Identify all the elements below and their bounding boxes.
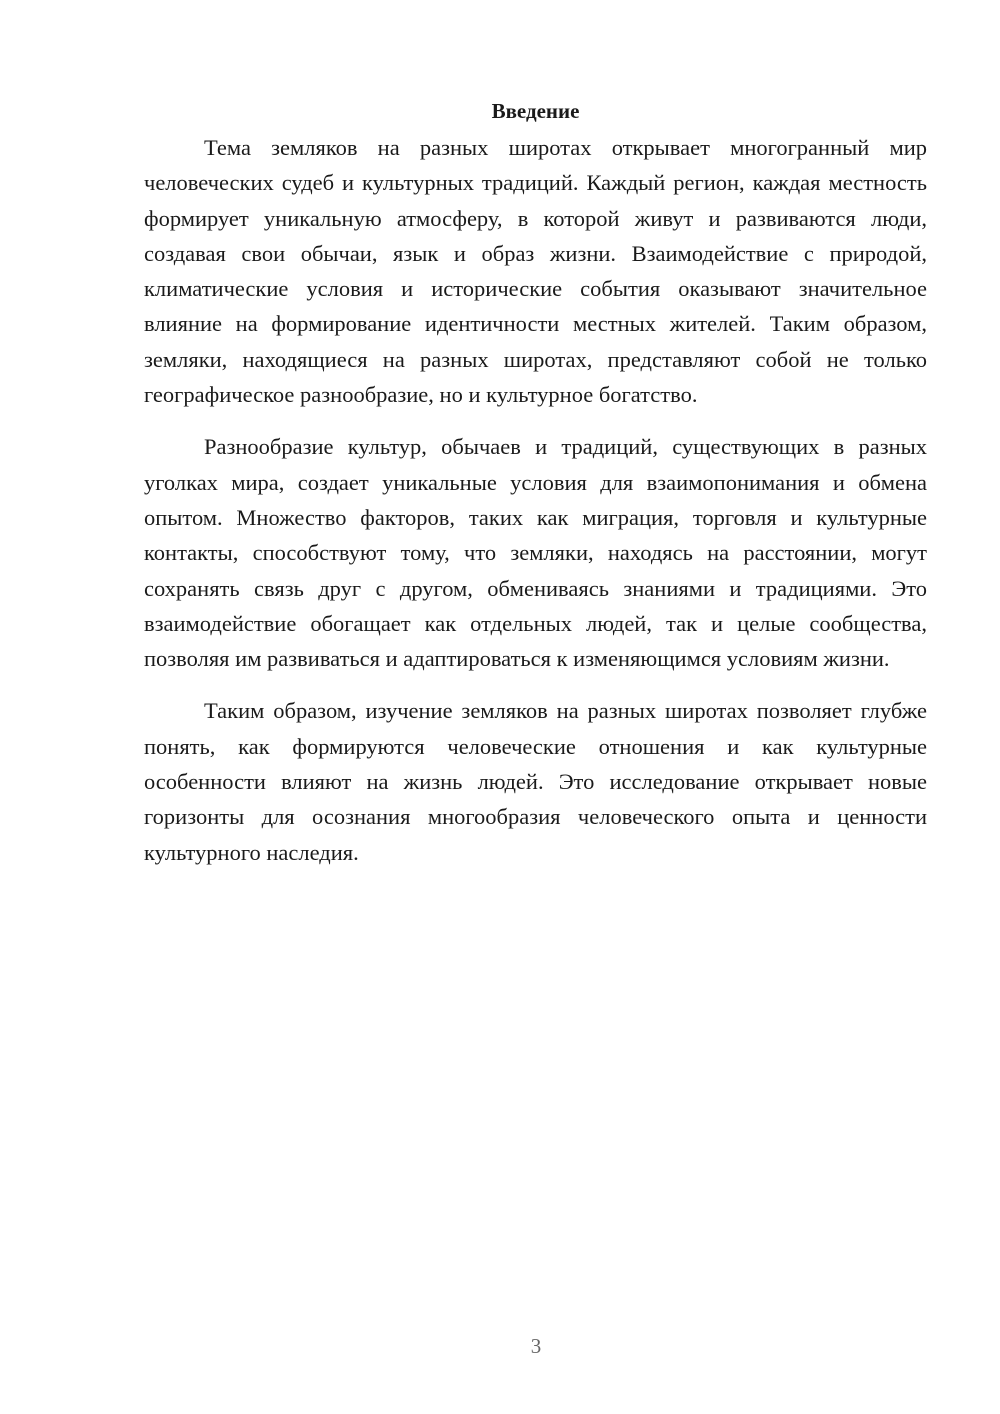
paragraph-3: Таким образом, изучение земляков на разных широтах позволяет глубже понять, как формируются человеческие отношения и как культурные особенности влияют на жизнь людей. Это исследование открывает новые горизонты для осознания многообразия человеческого опыта и ценности культурного наследия. bbox=[144, 698, 927, 865]
page-number: 3 bbox=[530, 1334, 542, 1358]
page-content bbox=[144, 96, 927, 870]
section-title: Введение bbox=[491, 99, 580, 123]
paragraph-1: Тема земляков на разных широтах открывает многогранный мир человеческих судеб и культурных традиций. Каждый регион, каждая местность формирует уникальную атмосферу, в которой живут и развиваются люди, создавая свои обычаи, язык и образ жизни. Взаимодействие с природой, климатические условия и исторические события оказывают значительное влияние на формирование идентичности местных жителей. Таким образом, земляки, находящиеся на разных широтах, представляют собой не только географическое разнообразие, но и культурное богатство. bbox=[144, 135, 927, 408]
paragraph-2: Разнообразие культур, обычаев и традиций, существующих в разных уголках мира, создает уникальные условия для взаимопонимания и обмена опытом. Множество факторов, таких как миграция, торговля и культурные контакты, способствуют тому, что земляки, находясь на расстоянии, могут сохранять связь друг с другом, обмениваясь знаниями и традициями. Это взаимодействие обогащает как отдельных людей, так и целые сообщества, позволяя им развиваться и адаптироваться к изменяющимся условиям жизни. bbox=[144, 434, 927, 672]
